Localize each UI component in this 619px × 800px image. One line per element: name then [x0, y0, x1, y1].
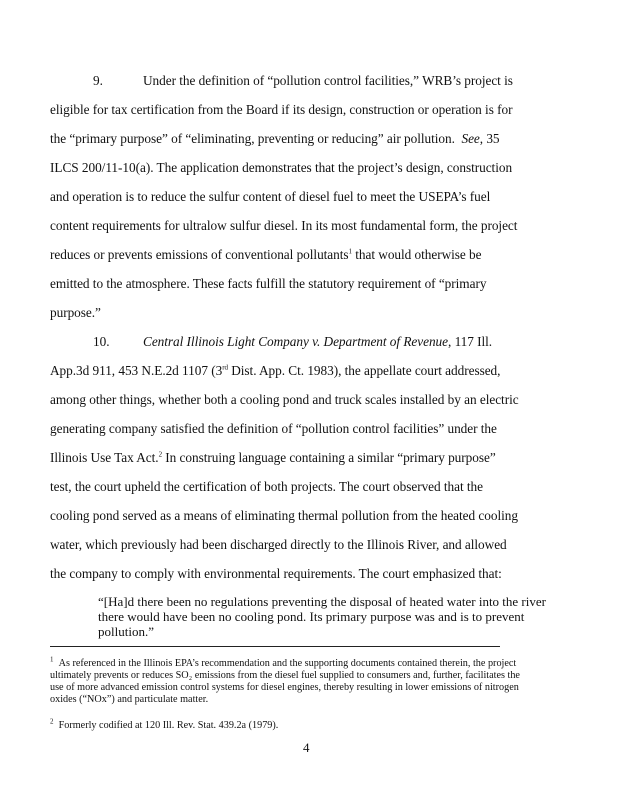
para9-line-9: purpose.”	[50, 305, 101, 320]
quote-line-1: “[Ha]d there been no regulations preventing the disposal of heated water into the river	[98, 594, 546, 609]
footnote-1-line-1: $^1$ As referenced in the Illinois EPA’s recommendation and the supporting documents contained therein, the project	[50, 655, 517, 669]
para10-line-3: among other things, whether both a cooling pond and truck scales installed by an electric	[50, 392, 519, 407]
para9-line-5: and operation is to reduce the sulfur content of diesel fuel to meet the USEPA’s fuel	[50, 189, 491, 204]
footnote-1-line-4: oxides (“NOx”) and particulate matter.	[50, 694, 209, 705]
quote-line-2: there would have been no cooling pond. Its primary purpose was and is to prevent	[98, 609, 525, 624]
quote-line-3: pollution.”	[98, 624, 154, 639]
para9-line-3: the “primary purpose” of “eliminating, preventing or reducing” air pollution. See, 35	[50, 131, 500, 146]
para9-line-1: 9. Under the definition of “pollution control facilities,” WRB’s project is	[93, 73, 513, 88]
para10-line-9: the company to comply with environmental requirements. The court emphasized that:	[50, 566, 502, 581]
footnote-ref-1: 1	[348, 247, 352, 256]
case-name: Central Illinois Light Company v. Department of Revenue	[143, 334, 449, 349]
para10-line-5: Illinois Use Tax Act.$^2$ In construing language containing a similar “primary purpose”	[50, 450, 496, 465]
page-number: 4	[303, 740, 310, 755]
para10-line-7: cooling pond served as a means of eliminating thermal pollution from the heated cooling	[50, 508, 518, 523]
cite-signal: See	[461, 131, 480, 146]
para10-line-8: water, which previously had been discharged directly to the Illinois River, and allowed	[50, 537, 507, 552]
para9-line-7: reduces or prevents emissions of conventional pollutants$^1$ that would otherwise be	[50, 247, 482, 262]
para10-number: 10.	[93, 334, 110, 349]
para10-line-6: test, the court upheld the certification of both projects. The court observed that the	[50, 479, 484, 494]
footnote-2-number: 2	[50, 717, 54, 726]
footnote-ref-2: 2	[158, 450, 163, 459]
para9-number: 9.	[93, 73, 103, 88]
footnote-1-line-3: use of more advanced emission control systems for diesel engines, thereby resulting in lower emissions of nitrogen	[50, 682, 519, 693]
footnote-2-line-1: $^2$ Formerly codified at 120 Ill. Rev. Stat. 439.2a (1979).	[50, 717, 279, 731]
para10-line-2: App.3d 911, 453 N.E.2d 1107 (3rd Dist. App. Ct. 1983), the appellate court addressed,	[50, 363, 501, 378]
para9-line-2: eligible for tax certification from the Board if its design, construction or operation is for	[50, 102, 513, 117]
para10-line-1: 10. Central Illinois Light Company v. Department of Revenue, 117 Ill.	[93, 334, 493, 349]
footnote-1-number: 1	[50, 655, 54, 664]
para9-line-4: ILCS 200/11-10(a). The application demonstrates that the project’s design, construction	[50, 160, 513, 175]
para9-line-8: emitted to the atmosphere. These facts fulfill the statutory requirement of “primary	[50, 276, 487, 291]
para9-line-6: content requirements for ultralow sulfur diesel. In its most fundamental form, the project	[50, 218, 518, 233]
para10-line-4: generating company satisfied the definition of “pollution control facilities” under the	[50, 421, 497, 436]
footnote-separator	[50, 646, 500, 647]
footnote-1-line-2: ultimately prevents or reduces SO₂ emissions from the diesel fuel supplied to consumers and, further, facilitates the	[50, 670, 520, 681]
